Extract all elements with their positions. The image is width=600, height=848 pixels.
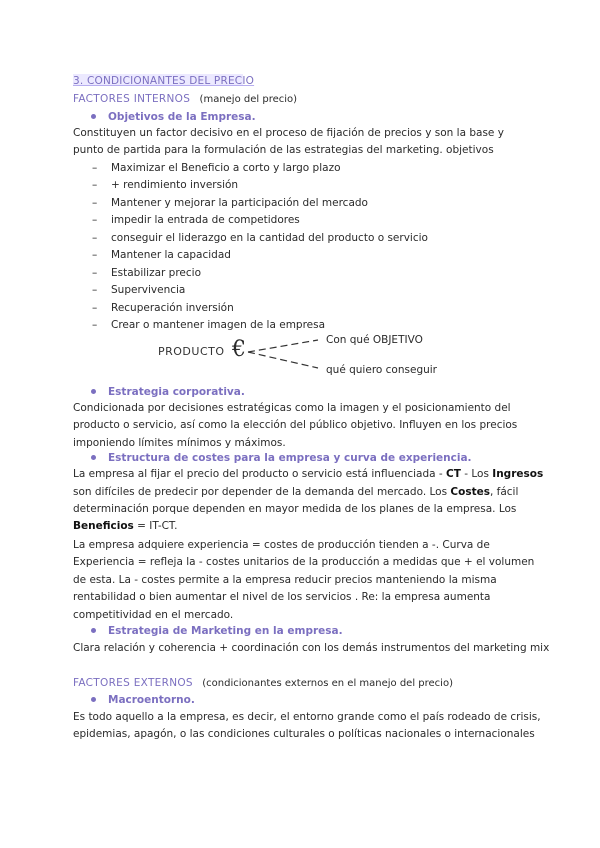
dash-icon: – bbox=[92, 214, 98, 226]
dash-icon: – bbox=[92, 319, 98, 331]
objective-item: Recuperación inversión bbox=[111, 302, 234, 314]
external-heading-row bbox=[73, 676, 453, 691]
diagram-branch-objective: Con qué OBJETIVO bbox=[326, 334, 423, 346]
bullet-icon bbox=[91, 389, 96, 394]
objective-item: Maximizar el Beneficio a corto y largo plazo bbox=[111, 162, 341, 174]
experience-text-2: Experiencia = refleja la - costes unitarios de la producción a medidas que + el volumen bbox=[73, 556, 535, 568]
dash-icon: – bbox=[92, 162, 98, 174]
dash-icon: – bbox=[92, 267, 98, 279]
internal-heading: FACTORES INTERNOS bbox=[73, 93, 191, 105]
experience-text-1: La empresa adquiere experiencia = costes de producción tienden a -. Curva de bbox=[73, 539, 490, 551]
bullet-icon bbox=[91, 697, 96, 702]
external-heading: FACTORES EXTERNOS bbox=[73, 677, 193, 689]
experience-text-4: rentabilidad o bien aumentar el nivel de los servicios . Re: la empresa aumenta bbox=[73, 591, 491, 603]
macro-text-2: epidemias, apagón, o las condiciones culturales o políticas nacionales o internacionales bbox=[73, 728, 535, 740]
cost-text-1: La empresa al fijar el precio del producto o servicio está influenciada - CT - Los Ingresos bbox=[73, 468, 544, 480]
corporate-text-1: Condicionada por decisiones estratégicas como la imagen y el posicionamiento del bbox=[73, 402, 511, 414]
dash-icon: – bbox=[92, 232, 98, 244]
experience-text-5: competitividad en el mercado. bbox=[73, 609, 234, 621]
cost-text-3: determinación porque dependen en mayor medida de los planes de la empresa. Los bbox=[73, 503, 517, 515]
cost-text-2: son difíciles de predecir por depender de la demanda del mercado. Los Costes, fácil bbox=[73, 486, 519, 498]
bullet-icon bbox=[91, 455, 96, 460]
objective-item: Estabilizar precio bbox=[111, 267, 201, 279]
dash-icon: – bbox=[92, 302, 98, 314]
external-heading-note: (condicionantes externos en el manejo del precio) bbox=[202, 678, 453, 689]
page-title: 3. CONDICIONANTES DEL PRECIO bbox=[73, 75, 255, 87]
objective-item: impedir la entrada de competidores bbox=[111, 214, 300, 226]
product-label: PRODUCTO bbox=[158, 345, 225, 358]
macro-text-1: Es todo aquello a la empresa, es decir, el entorno grande como el país rodeado de crisis, bbox=[73, 711, 541, 723]
objective-item: conseguir el liderazgo en la cantidad del producto o servicio bbox=[111, 232, 428, 244]
corporate-text-2: producto o servicio, así como la elección del público objetivo. Influyen en los precios bbox=[73, 419, 518, 431]
objective-item: Supervivencia bbox=[111, 284, 186, 296]
cost-text-4: Beneficios = IT-CT. bbox=[73, 520, 178, 532]
objective-item: Mantener la capacidad bbox=[111, 249, 231, 261]
objectives-text-2: punto de partida para la formulación de las estrategias del marketing. objetivos bbox=[73, 144, 494, 156]
objective-item: + rendimiento inversión bbox=[111, 179, 239, 191]
experience-text-3: de esta. La - costes permite a la empresa reducir precios manteniendo la misma bbox=[73, 574, 497, 586]
objective-item: Crear o mantener imagen de la empresa bbox=[111, 319, 326, 331]
cost-structure-title: Estructura de costes para la empresa y curva de experiencia. bbox=[108, 452, 472, 464]
corporate-text-3: imponiendo límites mínimos y máximos. bbox=[73, 437, 286, 449]
euro-icon: € bbox=[232, 337, 246, 362]
corporate-strategy-title: Estrategia corporativa. bbox=[108, 386, 245, 398]
marketing-text: Clara relación y coherencia + coordinación con los demás instrumentos del marketing mix bbox=[73, 642, 550, 654]
macro-title: Macroentorno. bbox=[108, 694, 195, 706]
objective-item: Mantener y mejorar la participación del mercado bbox=[111, 197, 368, 209]
dash-icon: – bbox=[92, 249, 98, 261]
dash-icon: – bbox=[92, 197, 98, 209]
objectives-text-1: Constituyen un factor decisivo en el proceso de fijación de precios y son la base y bbox=[73, 127, 504, 139]
objectives-title: Objetivos de la Empresa. bbox=[108, 111, 256, 123]
diagram-branch-goal: qué quiero conseguir bbox=[326, 364, 437, 376]
internal-heading-note: (manejo del precio) bbox=[199, 94, 298, 105]
bullet-icon bbox=[91, 628, 96, 633]
dash-icon: – bbox=[92, 179, 98, 191]
marketing-strategy-title: Estrategia de Marketing en la empresa. bbox=[108, 625, 343, 637]
dash-icon: – bbox=[92, 284, 98, 296]
